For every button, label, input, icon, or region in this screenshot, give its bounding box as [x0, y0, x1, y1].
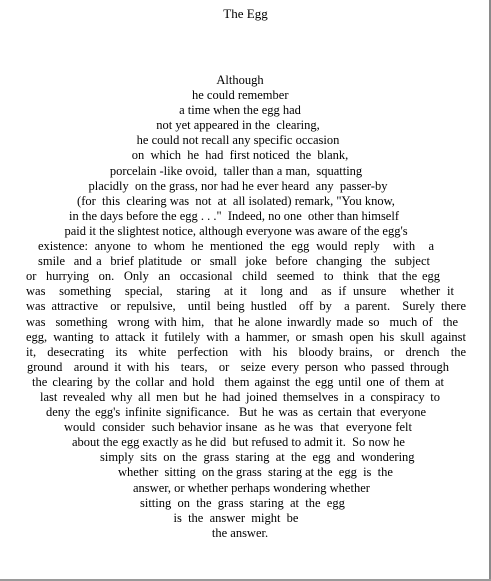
- poem-line: whether sitting on the grass staring at the egg is the: [118, 465, 393, 480]
- poem-line: would consider such behavior insane as he was that everyone felt: [64, 420, 412, 435]
- poem-line: simply sits on the grass staring at the egg and wondering: [100, 450, 415, 465]
- poem-line: was something special, staring at it long and as if unsure whether it: [26, 284, 454, 299]
- poem-line: egg, wanting to attack it futilely with a hammer, or smash open his skull against: [26, 329, 466, 344]
- poem-body: [26, 73, 466, 541]
- poem-line: a time when the egg had: [179, 103, 301, 118]
- poem-line: paid it the slightest notice, although everyone was aware of the egg's: [64, 223, 408, 238]
- poem-line: he could not recall any specific occasion: [136, 133, 340, 148]
- poem-line: Although: [216, 73, 264, 87]
- poem-line: last revealed why all men but he had joined themselves in a conspiracy to: [40, 389, 440, 404]
- poem-line: existence: anyone to whom he mentioned the egg would reply with a: [38, 239, 434, 254]
- poem-line: was something wrong with him, that he alone inwardly made so much of the: [26, 314, 458, 329]
- poem-line: it, desecrating its white perfection with his bloody brains, or drench the: [26, 344, 466, 359]
- poem-line: about the egg exactly as he did but refused to admit it. So now he: [72, 435, 405, 450]
- poem-line: deny the egg's infinite significance. But he was as certain that everyone: [46, 405, 426, 420]
- poem-line: the clearing by the collar and hold them against the egg until one of them at: [32, 374, 444, 389]
- poem-line: (for this clearing was not at all isolated) remark, "You know,: [77, 193, 395, 208]
- poem-line: answer, or whether perhaps wondering whether: [133, 480, 370, 495]
- poem-line: not yet appeared in the clearing,: [156, 118, 320, 133]
- poem-line: he could remember: [192, 88, 289, 103]
- poem-line: placidly on the grass, nor had he ever heard any passer-by: [88, 178, 388, 193]
- poem-line: in the days before the egg . . ." Indeed, no one other than himself: [68, 208, 399, 223]
- poem-line: ground around it with his tears, or seize every person who passed through: [27, 359, 449, 374]
- poem-line: porcelain -like ovoid, taller than a man, squatting: [109, 163, 363, 178]
- poem-line: the answer.: [211, 525, 269, 540]
- poem-line: on which he had first noticed the blank,: [131, 148, 349, 163]
- poem-line: sitting on the grass staring at the egg: [140, 495, 345, 510]
- poem-line: was attractive or repulsive, until being hustled off by a parent. Surely there: [26, 299, 466, 314]
- poem-line: smile and a brief platitude or small joke before changing the subject: [38, 254, 430, 269]
- page-title: The Egg: [223, 6, 268, 21]
- poem-line: or hurrying on. Only an occasional child seemed to think that the egg: [26, 269, 440, 284]
- poem-line: is the answer might be: [173, 510, 299, 525]
